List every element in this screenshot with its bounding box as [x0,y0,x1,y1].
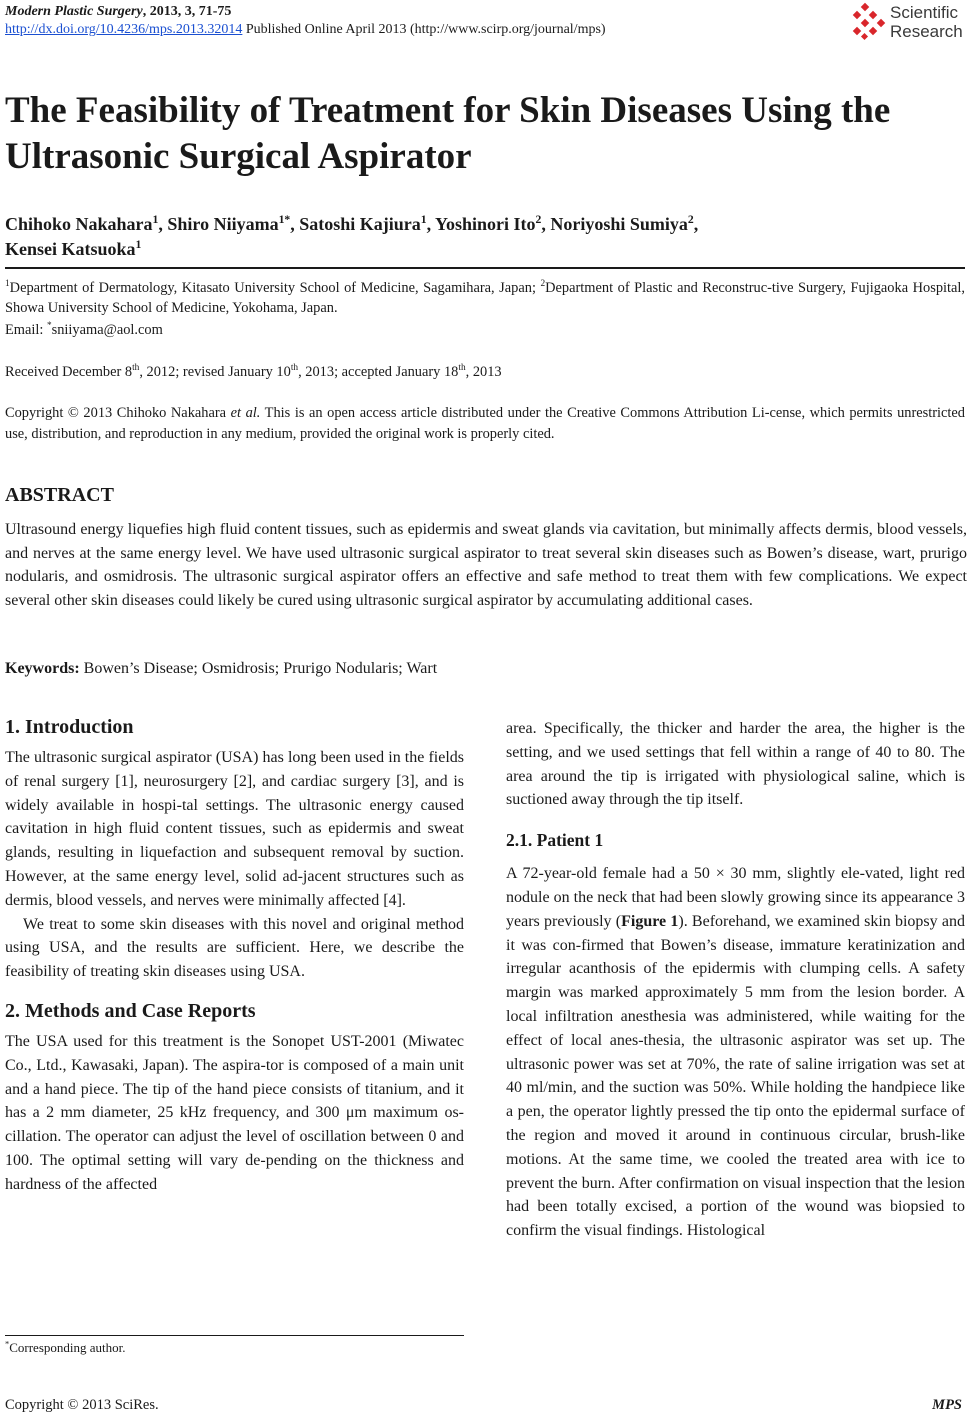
published-note: Published Online April 2013 (http://www.scirp.org/journal/mps) [242,22,606,37]
author: Noriyoshi Sumiya$^2$, [550,213,699,234]
scirp-logo-icon [848,2,888,42]
affiliations: $^1$Department of Dermatology, Kitasato University School of Medicine, Sagamihara, Japan; $^2$Department of Plastic and Reconstruc-tive Surgery, Fujigaoka Hospital, Showa University School of Medicine, Yokohama, Japan. [5,279,965,316]
section-heading-introduction: 1. Introduction [5,716,134,738]
copyright-notice: Copyright © 2013 Chihoko Nakahara et al. This is an open access article distributed under the Creative Commons Attribution Li-cense, which permits unrestricted use, distribution, and reproduction in any medium, provided the original work is properly cited. [5,405,965,442]
figure-reference[interactable]: Figure 1 [621,912,679,930]
logo-line-2: Research [890,22,963,41]
corresponding-email: Email: *sniiyama@aol.com [5,321,163,338]
section-heading-methods: 2. Methods and Case Reports [5,999,256,1022]
footnote-divider [5,1335,464,1336]
logo-line-1: Scientific [890,3,959,22]
paragraph: The ultrasonic surgical aspirator (USA) has long been used in the fields of renal surgery [1], neurosurgery [2], and cardiac surgery [3], and is widely available in hospi-tal settings. The ultrasonic energy caused cavitation in high fluid content tissues, such as epidermis and sweat glands, resulting in liquefaction and subsequent removal by suction. However, at the same energy level, solid ad-jacent structures such as dermis, blood vessels, and nerves were minimally affected [4]. [5,749,464,909]
journal-citation [5,3,231,21]
article-title [5,88,955,180]
keywords [5,658,437,680]
received-dates: Received December 8th, 2012; revised January 10th, 2013; accepted January 18th, 2013 [5,363,502,380]
doi-line [5,21,606,39]
keywords-text: Bowen’s Disease; Osmidrosis; Prurigo Nodularis; Wart [79,660,438,677]
email-address: sniiyama@aol.com [51,322,163,338]
abstract-text: Ultrasound energy liquefies high fluid content tissues, such as epidermis and sweat glands via cavitation, but minimally affects dermis, blood vessels, and nerves at the same energy level. We have used ultrasonic surgical aspirator to treat several skin diseases such as Bowen’s disease, wart, prurigo nodularis, and osmidrosis. The ultrasonic surgical aspirator offers an effective and safe method to treat them with few complications. We expect several other skin diseases could likely be cured using ultrasonic surgical aspirator by accumulating additional cases. [5,521,967,609]
paragraph: We treat to some skin diseases with this novel and original method using USA, and the results are sufficient. Here, we describe the feasibility of treating skin diseases using USA. [5,915,464,981]
author: Kensei Katsuoka$^1$ [5,238,142,259]
author: Chihoko Nakahara$^1$, [5,213,168,234]
author: Satoshi Kajiura$^1$, [299,213,435,234]
journal-issue: , 2013, 3, 71-75 [142,4,232,19]
author-list [5,212,955,262]
body-right-column [506,717,965,1243]
paragraph: A 72-year-old female had a 50 × 30 mm, slightly ele-vated, light red nodule on the neck that had been slowly growing since its appearance 3 years previously (Figure 1). Beforehand, we examined skin biopsy and it was con-firmed that Bowen’s disease, immature keratinization and irregular acanthosis of the epidermis with clumping cells. A safety margin was marked approximately 5 mm from the lesion border. A local infiltration anesthesia was administered, while waiting for the effect of local anes-thesia, the ultrasonic aspirator was set up. The ultrasonic power was set at 70%, the rate of saline irrigation was set at 40 ml/min, and the suction was 50%. While holding the handpiece like a pen, the operator lightly pressed the tip onto the epidermal surface of the region and moved it around in continuous circular, brush-like motions. At the same time, we cooled the treated area with ice to prevent the burn. After confirmation on visual inspection that the lesion had been totally excised, a portion of the wound was biopsied to confirm the visual findings. Histological [506,865,965,1240]
footer-journal-abbrev: MPS [932,1397,962,1413]
footer-copyright: Copyright © 2013 SciRes. [5,1397,159,1413]
logo-wordmark [890,3,963,41]
keywords-label: Keywords: [5,660,80,677]
scirp-logo [848,2,968,42]
title-line-1: The Feasibility of Treatment for Skin Diseases Using the [5,90,891,131]
journal-name: Modern Plastic Surgery [5,4,143,19]
footnote: *Corresponding author. [5,1338,126,1355]
abstract-heading: ABSTRACT [5,484,114,506]
subsection-heading-patient-1: 2.1. Patient 1 [506,830,604,851]
paragraph: area. Specifically, the thicker and harder the area, the higher is the setting, and we used settings that fell within a range of 40 to 80. The area around the tip is irrigated with physiological saline, which is suctioned away through the tip itself. [506,720,965,809]
paragraph: The USA used for this treatment is the Sonopet UST-2001 (Miwatec Co., Ltd., Kawasaki, Japan). The aspira-tor is composed of a main unit and a hand piece. The tip of the hand piece consists of titanium, and it has a 2 mm diameter, 25 kHz frequency, and 300 μm maximum os-cillation. The operator can adjust the level of oscillation between 0 and 100. The optimal setting will vary de-pending on the thickness and hardness of the affected [5,1032,464,1193]
doi-link[interactable]: http://dx.doi.org/10.4236/mps.2013.32014 [5,22,243,37]
body-left-column [5,714,464,1197]
author: Yoshinori Ito$^2$, [434,213,551,234]
header-divider [5,267,965,269]
author: Shiro Niiyama$^{1*}$, [167,213,300,234]
title-line-2: Ultrasonic Surgical Aspirator [5,136,472,177]
